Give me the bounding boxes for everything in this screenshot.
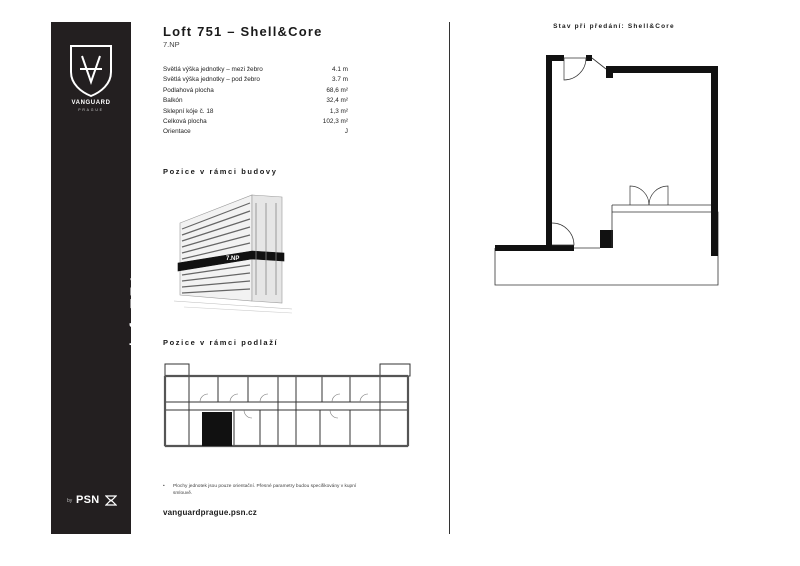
page-divider	[449, 22, 450, 534]
parameter-row	[163, 87, 348, 97]
parameter-value: 3.7 m	[332, 76, 348, 84]
parameter-row	[163, 108, 348, 118]
parameter-row	[163, 66, 348, 76]
unit-vertical-label: loft 751	[127, 272, 150, 347]
parameter-value: 102,3 m²	[322, 117, 348, 125]
unit-title: Loft 751 – Shell&Core	[163, 24, 323, 39]
parameter-label: Světlá výška jednotky – mezi žebro	[163, 66, 263, 73]
floor-position-heading: Pozice v rámci podlaží	[163, 338, 279, 347]
note-bullet: •	[163, 484, 165, 489]
handover-heading: Stav při předání: Shell&Core	[553, 23, 675, 30]
parameter-row	[163, 128, 348, 138]
building-illustration	[170, 183, 300, 318]
highlighted-unit	[202, 412, 232, 446]
parameter-row	[163, 118, 348, 128]
note-text: Plochy jednotek jsou pouze orientační. Přesné parametry budou specifikovány v kupní smlouvě.	[173, 484, 357, 496]
developer-name: PSN	[76, 494, 100, 506]
parameter-value: 68,6 m²	[326, 86, 348, 94]
parameter-label: Balkón	[163, 97, 183, 105]
unit-parameters	[163, 66, 348, 139]
psn-mark-icon	[105, 495, 117, 506]
unit-floor-plan	[490, 50, 730, 290]
highlighted-floor-tag: 7.NP	[226, 256, 240, 262]
parameter-row	[163, 76, 348, 86]
parameter-value: 4.1 m	[332, 66, 348, 73]
brand-name: VANGUARD	[71, 100, 111, 106]
floor-position-plan	[160, 354, 415, 454]
parameter-row	[163, 97, 348, 107]
unit-floor: 7.NP	[163, 40, 180, 49]
by-label: by	[67, 498, 73, 504]
shield-logo-icon	[65, 42, 117, 100]
parameter-value: J	[344, 128, 348, 136]
brand-city: PRAGUE	[78, 108, 104, 112]
parameter-label: Světlá výška jednotky – pod žebro	[163, 76, 260, 84]
parameter-value: 1,3 m²	[329, 107, 348, 115]
parameter-label: Podlahová plocha	[163, 86, 214, 94]
parameter-label: Celková plocha	[163, 117, 207, 125]
parameter-label: Sklepní kóje č. 18	[163, 107, 214, 115]
building-position-heading: Pozice v rámci budovy	[163, 167, 278, 176]
developer-logo	[67, 494, 131, 508]
website-link[interactable]: vanguardprague.psn.cz	[163, 508, 257, 517]
parameter-label: Orientace	[163, 128, 191, 136]
vanguard-logo	[65, 42, 117, 100]
brand-sidebar	[51, 22, 150, 534]
parameter-value: 32,4 m²	[326, 97, 348, 105]
